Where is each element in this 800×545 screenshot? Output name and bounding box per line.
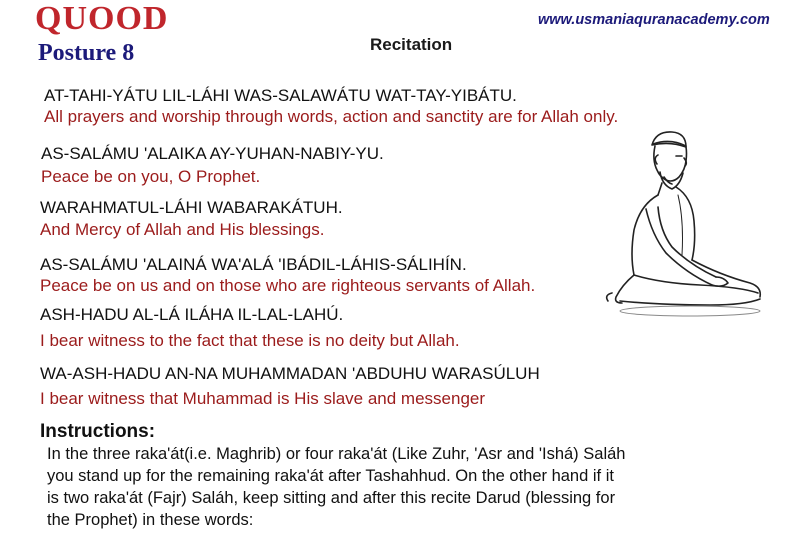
seated-worshipper-illustration [600, 125, 775, 330]
recitation-transliteration-1: AT-TAHI-YÁTU LIL-LÁHI WAS-SALAWÁTU WAT-TAY-YIBÁTU. [44, 86, 517, 105]
website-url: www.usmaniaquranacademy.com [538, 12, 770, 28]
instructions-line-2: you stand up for the remaining raka'át after Tashahhud. On the other hand if it [47, 467, 614, 485]
instructions-line-3: is two raka'át (Fajr) Saláh, keep sitting and after this recite Darud (blessing for [47, 489, 616, 507]
recitation-transliteration-5: ASH-HADU AL-LÁ ILÁHA IL-LAL-LAHÚ. [40, 305, 344, 324]
page-title: QUOOD [35, 0, 169, 37]
recitation-transliteration-2: AS-SALÁMU 'ALAIKA AY-YUHAN-NABIY-YU. [41, 144, 384, 163]
recitation-transliteration-6: WA-ASH-HADU AN-NA MUHAMMADAN 'ABDUHU WARASÚLUH [40, 364, 540, 383]
recitation-meaning-6: I bear witness that Muhammad is His slave and messenger [40, 389, 486, 408]
instructions-line-1: In the three raka'át(i.e. Maghrib) or four raka'át (Like Zuhr, 'Asr and 'Ishá) Saláh [47, 445, 626, 463]
recitation-heading: Recitation [370, 35, 453, 54]
recitation-meaning-3: And Mercy of Allah and His blessings. [40, 220, 325, 239]
recitation-transliteration-4: AS-SALÁMU 'ALAINÁ WA'ALÁ 'IBÁDIL-LÁHIS-SÁLIHÍN. [40, 255, 467, 274]
instructions-line-4: the Prophet) in these words: [47, 511, 254, 529]
recitation-meaning-4: Peace be on us and on those who are righteous servants of Allah. [40, 276, 536, 295]
instructions-heading: Instructions: [40, 421, 156, 442]
recitation-meaning-2: Peace be on you, O Prophet. [41, 167, 261, 186]
recitation-meaning-1: All prayers and worship through words, action and sanctity are for Allah only. [44, 107, 619, 126]
recitation-transliteration-3: WARAHMATUL-LÁHI WABARAKÁTUH. [40, 198, 343, 217]
posture-subtitle: Posture 8 [38, 40, 135, 66]
recitation-meaning-5: I bear witness to the fact that these is no deity but Allah. [40, 331, 460, 350]
